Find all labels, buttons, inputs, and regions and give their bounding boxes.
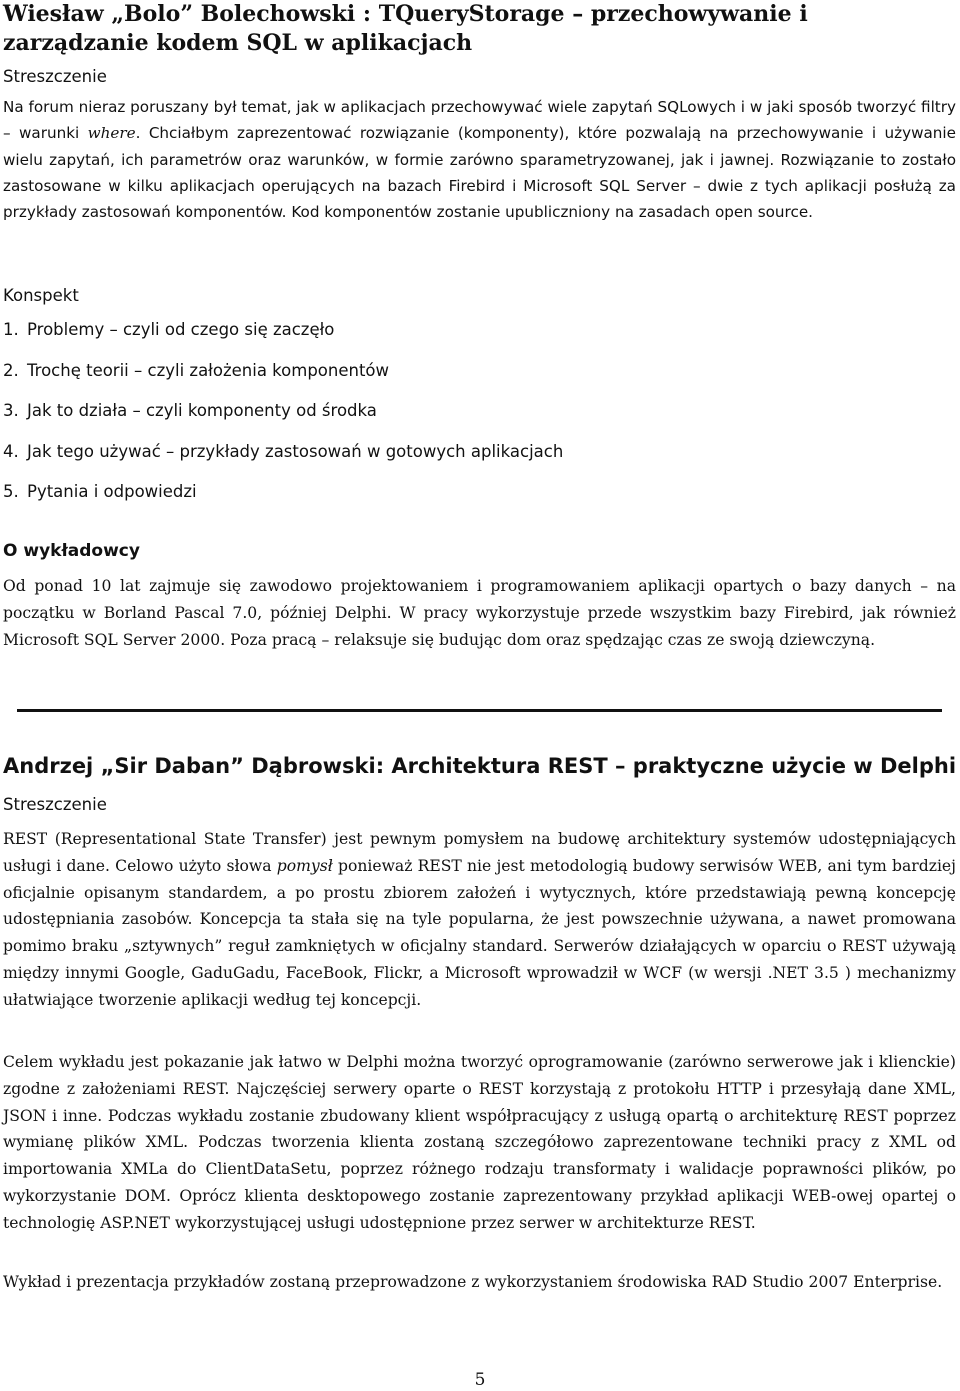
talk2-paragraph-1 [3,826,956,1014]
lecturer-heading: O wykładowcy [3,541,140,561]
outline-item [3,318,903,359]
outline-item [3,399,903,440]
talk1-title: Wiesław „Bolo” Bolechowski : TQueryStorage – przechowywanie i zarządzanie kodem SQL w aplikacjach [3,1,808,56]
lecturer-paragraph: Od ponad 10 lat zajmuje się zawodowo projektowaniem i programowaniem aplikacji opartych o bazy danych – na początku w Borland Pascal 7.0, później Delphi. W pracy wykorzystuje przede wszystkim bazy Firebird, jak również Microsoft SQL Server 2000. Poza pracą – relaksuje się budując dom oraz spędzając czas ze swoją dziewczyną. [3,577,956,649]
abstract-text-part2: . Chciałbym zaprezentować rozwiązanie (komponenty), które pozwalają na przechowywanie i używanie wielu zapytań, ich parametrów oraz warunków, w formie zarówno sparametryzowanej, jak i jawnej. Rozwiązanie to zostało zastosowane w kilku aplikacjach operujących na bazach Firebird i Microsoft SQL Server – dwie z tych aplikacji posłużą za przykłady zastosowań komponentów. Kod komponentów zostanie upubliczniony na zasadach open source. [3,124,956,222]
outline-item-text: Trochę teorii – czyli założenia komponentów [27,360,390,380]
outline-item-number: 4. [3,441,19,461]
outline-item-text: Jak tego używać – przykłady zastosowań w gotowych aplikacjach [27,441,564,461]
talk1-abstract-paragraph [3,94,956,225]
talk2-paragraph-3: Wykład i prezentacja przykładów zostaną przeprowadzone z wykorzystaniem środowiska RAD Studio 2007 Enterprise. [3,1273,943,1291]
outline-item-number: 3. [3,401,19,420]
outline-item-number: 5. [3,482,19,501]
outline-item-number: 1. [3,320,19,339]
outline-item [3,440,903,481]
page-number: 5 [474,1370,486,1390]
where-keyword: where [87,124,136,143]
pomysl-emphasis: pomysł [276,856,333,875]
outline-heading: Konspekt [3,286,79,305]
talk2-title: Andrzej „Sir Daban” Dąbrowski: Architektura REST – praktyczne użycie w Delphi [3,754,957,778]
abstract-text-part1: Na forum nieraz poruszany był temat, jak w aplikacjach przechowywać wiele zapytań SQLowych i w jaki sposób tworzyć filtry – warunki [3,98,956,143]
outline-item-text: Problemy – czyli od czego się zaczęło [27,320,335,339]
outline-item-text: Jak to działa – czyli komponenty od środka [27,401,377,420]
talk2-abstract-heading: Streszczenie [3,795,107,814]
outline-item [3,359,903,400]
outline-item-number: 2. [3,360,19,380]
paragraph-1-part-a: REST (Representational State Transfer) jest pewnym pomysłem na budowę architektury systemów udostępniających usługi i dane. Celowo użyto słowa [3,830,956,875]
talk2-paragraph-2: Celem wykładu jest pokazanie jak łatwo w Delphi można tworzyć oprogramowanie (zarówno serwerowe jak i klienckie) zgodne z założeniami REST. Najczęściej serwery oparte o REST korzystają z protokołu HTTP i przesyłają dane XML, JSON i inne. Podczas wykładu zostanie zbudowany klient współpracujący z usługą opartą o architekturę REST poprzez wymianę plików XML. Podczas tworzenia klienta zostaną szczegółowo zaprezentowane techniki pracy z XML od importowania XMLa do ClientDataSetu, poprzez różnego rodzaju transformaty i walidacje poprawności plików, po wykorzystanie DOM. Oprócz klienta desktopowego zostanie zaprezentowany przykład aplikacji WEB-owej opartej o technologię ASP.NET wykorzystującej usługi udostępnione przez serwer w architekturze REST. [3,1053,956,1232]
paragraph-1-part-b: ponieważ REST nie jest metodologią budowy serwisów WEB, ani tym bardziej oficjalnie opisanym standardem, a po prostu zbiorem założeń i wytycznych, które przedstawiają pewną koncepcję udostępniania zasobów. Koncepcja ta stała się na tyle popularna, że jest powszechnie używana, a nawet promowana pomimo braku „sztywnych” reguł zamkniętych w oficjalny standard. Serwerów działających w oparciu o REST używają między innymi Google, GaduGadu, FaceBook, Flickr, a Microsoft wprowadził w WCF (w wersji .NET 3.5 ) mechanizmy ułatwiające tworzenie aplikacji według tej koncepcji. [3,856,956,1009]
outline-item [3,480,903,521]
outline-item-text: Pytania i odpowiedzi [27,482,197,501]
section-divider [17,709,942,712]
talk1-abstract-heading: Streszczenie [3,67,107,86]
outline-list [3,318,903,521]
